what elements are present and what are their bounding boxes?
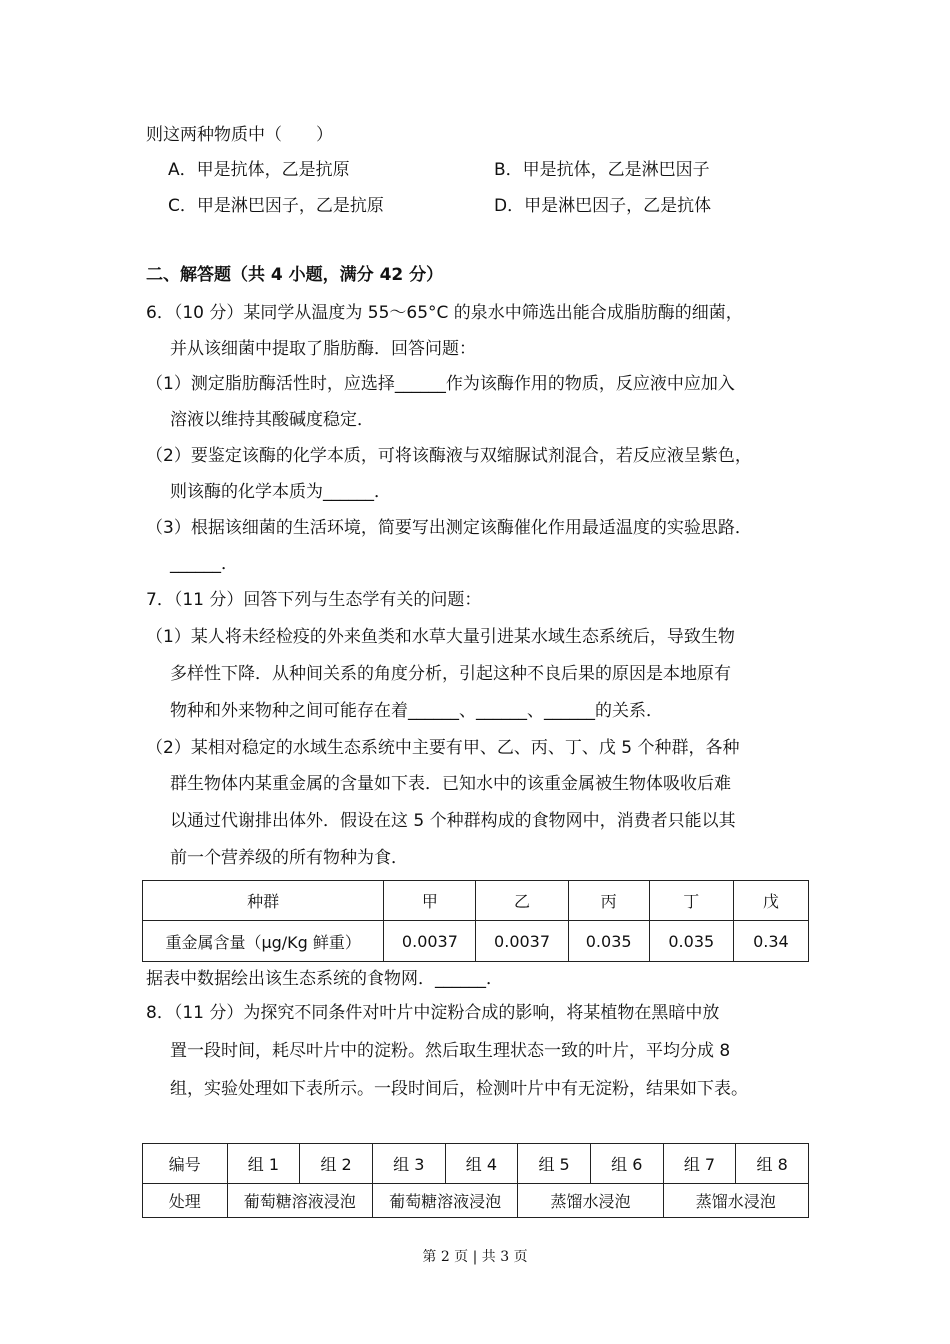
table-row: [143, 921, 809, 962]
table-cell: 组 6: [590, 1144, 663, 1184]
q8-line-1: 8．（11 分）为探究不同条件对叶片中淀粉合成的影响，将某植物在黑暗中放: [146, 1003, 720, 1023]
q6-part1-line-2: 溶液以维持其酸碱度稳定．: [170, 410, 374, 430]
table-cell: 0.0037: [384, 921, 476, 962]
table-cell: 组 4: [445, 1144, 518, 1184]
q7-after-table: 据表中数据绘出该生态系统的食物网．______．: [146, 969, 503, 989]
q5-option-c: C．甲是淋巴因子，乙是抗原: [168, 196, 384, 216]
table-cell: 戊: [733, 881, 808, 921]
table-cell: 种群: [143, 881, 384, 921]
q7-part2-line-1: （2）某相对稳定的水域生态系统中主要有甲、乙、丙、丁、戊 5 个种群，各种: [146, 738, 740, 758]
q6-part1-line-1: （1）测定脂肪酶活性时，应选择______作为该酶作用的物质，反应液中应加入: [146, 374, 735, 394]
table-cell: 组 3: [372, 1144, 445, 1184]
q7-part2-line-4: 前一个营养级的所有物种为食．: [170, 848, 408, 868]
q6-part3-line-1: （3）根据该细菌的生活环境，简要写出测定该酶催化作用最适温度的实验思路．: [146, 518, 752, 538]
table-cell: 处理: [143, 1184, 228, 1218]
q6-part2-line-1: （2）要鉴定该酶的化学本质，可将该酶液与双缩脲试剂混合，若反应液呈紫色，: [146, 446, 752, 466]
q7-part1-line-2: 多样性下降．从种间关系的角度分析，引起这种不良后果的原因是本地原有: [170, 664, 731, 684]
q8-line-3: 组，实验处理如下表所示。一段时间后，检测叶片中有无淀粉，结果如下表。: [170, 1079, 748, 1099]
table-cell: 重金属含量（μg/Kg 鲜重）: [143, 921, 384, 962]
table-cell: 乙: [476, 881, 568, 921]
table-header-row: [143, 1144, 809, 1184]
table-cell: 编号: [143, 1144, 228, 1184]
q6-part3-line-2: ______．: [170, 554, 238, 574]
table-cell: 蒸馏水浸泡: [663, 1184, 808, 1218]
table-cell: 0.035: [568, 921, 649, 962]
table-cell: 组 1: [227, 1144, 300, 1184]
q7-part1-line-3: 物种和外来物种之间可能存在着______、______、______的关系．: [170, 701, 663, 721]
q5-option-b: B．甲是抗体，乙是淋巴因子: [494, 160, 710, 180]
q6-line-1: 6．（10 分）某同学从温度为 55～65°C 的泉水中筛选出能合成脂肪酶的细菌，: [146, 303, 743, 323]
q7-part2-line-3: 以通过代谢排出体外．假设在这 5 个种群构成的食物网中，消费者只能以其: [170, 811, 736, 831]
table-cell: 丁: [649, 881, 733, 921]
table-cell: 组 5: [518, 1144, 591, 1184]
table-cell: 甲: [384, 881, 476, 921]
table-cell: 组 2: [300, 1144, 373, 1184]
q5-stem-tail: 则这两种物质中（ ）: [146, 125, 333, 145]
q8-line-2: 置一段时间，耗尽叶片中的淀粉。然后取生理状态一致的叶片，平均分成 8: [170, 1041, 731, 1061]
q7-part1-line-1: （1）某人将未经检疫的外来鱼类和水草大量引进某水域生态系统后，导致生物: [146, 627, 735, 647]
table-cell: 组 8: [736, 1144, 809, 1184]
q7-line-1: 7．（11 分）回答下列与生态学有关的问题：: [146, 590, 482, 610]
q6-part2-line-2: 则该酶的化学本质为______．: [170, 482, 391, 502]
table-cell: 丙: [568, 881, 649, 921]
q5-option-a: A．甲是抗体，乙是抗原: [168, 160, 350, 180]
page-footer: 第 2 页 | 共 3 页: [422, 1249, 528, 1265]
table-cell: 0.035: [649, 921, 733, 962]
table-cell: 葡萄糖溶液浸泡: [227, 1184, 372, 1218]
table-cell: 蒸馏水浸泡: [518, 1184, 663, 1218]
table-cell: 葡萄糖溶液浸泡: [372, 1184, 517, 1218]
table-row: [143, 1184, 809, 1218]
section-heading: 二、解答题（共 4 小题，满分 42 分）: [146, 265, 444, 285]
table-cell: 0.0037: [476, 921, 568, 962]
table-cell: 0.34: [733, 921, 808, 962]
q6-line-2: 并从该细菌中提取了脂肪酶．回答问题：: [170, 339, 476, 359]
q5-option-d: D．甲是淋巴因子，乙是抗体: [494, 196, 712, 216]
q8-treatment-table: [142, 1143, 809, 1218]
table-header-row: [143, 881, 809, 921]
q7-part2-line-2: 群生物体内某重金属的含量如下表．已知水中的该重金属被生物体吸收后难: [170, 774, 731, 794]
q7-heavy-metal-table: [142, 880, 809, 962]
table-cell: 组 7: [663, 1144, 736, 1184]
